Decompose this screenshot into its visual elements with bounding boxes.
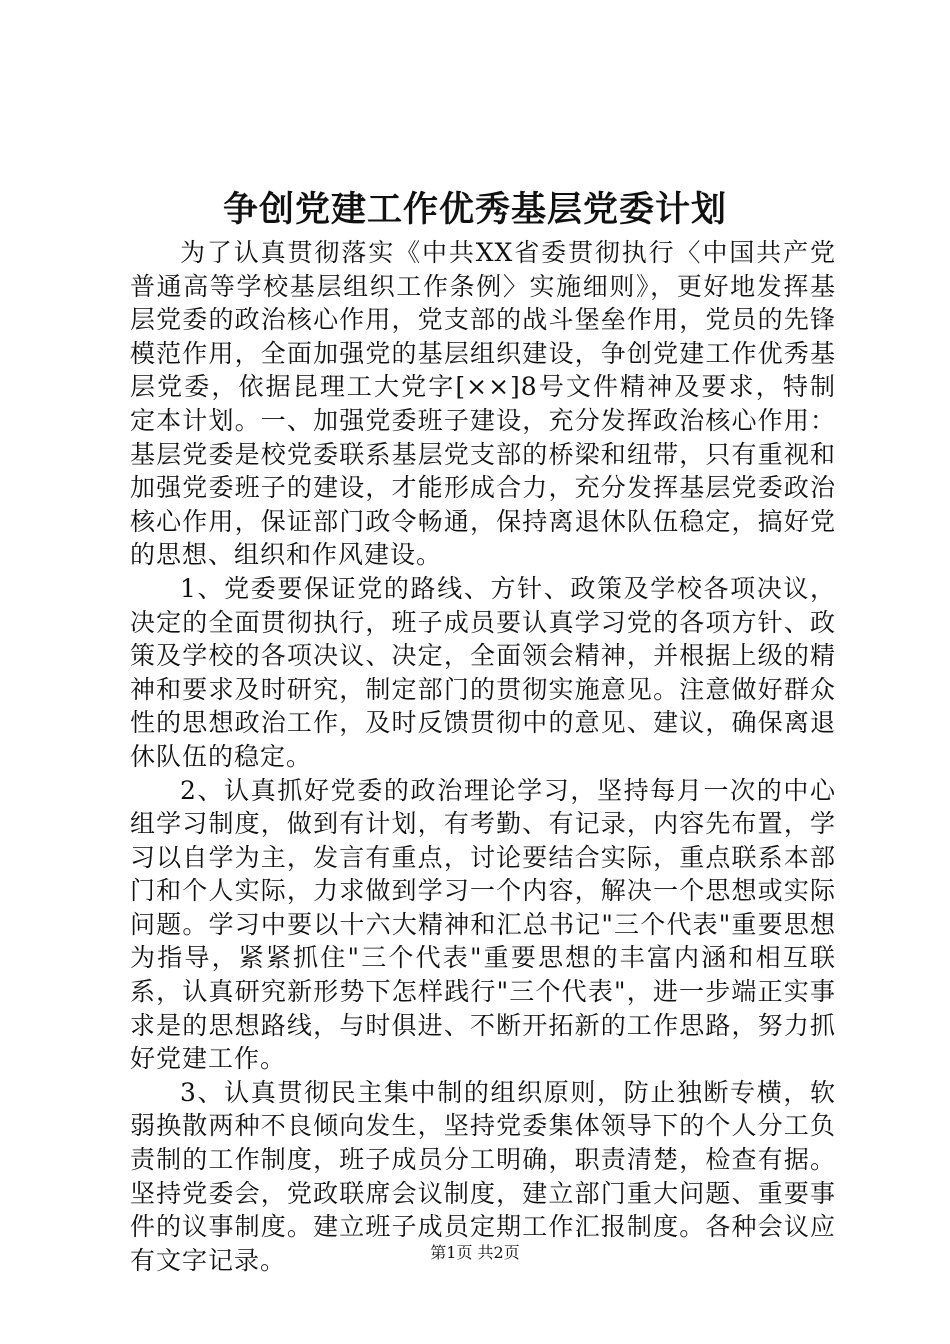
- paragraph-item-1: 1、党委要保证党的路线、方针、政策及学校各项决议，决定的全面贯彻执行，班子成员要认真学习党的各项方针、政策及学校的各项决议、决定，全面领会精神，并根据上级的精神和要求及时研究，制定部门的贯彻实施意见。注意做好群众性的思想政治工作，及时反馈贯彻中的意见、建议，确保离退休队伍的稳定。: [130, 573, 836, 771]
- paragraph-intro: 为了认真贯彻落实《中共XX省委贯彻执行〈中国共产党普通高等学校基层组织工作条例〉实施细则》，更好地发挥基层党委的政治核心作用，党支部的战斗堡垒作用，党员的先锋模范作用，全面加强党的基层组织建设，争创党建工作优秀基层党委，依据昆理工大党字[××]8号文件精神及要求，特制定本计划。一、加强党委班子建设，充分发挥政治核心作用：基层党委是校党委联系基层党支部的桥梁和纽带，只有重视和加强党委班子的建设，才能形成合力，充分发挥基层党委政治核心作用，保证部门政令畅通，保持离退休队伍稳定，搞好党的思想、组织和作风建设。: [130, 238, 836, 570]
- document-body: [130, 236, 836, 1277]
- page-number-footer: 第1页 共2页: [430, 1243, 520, 1262]
- paragraph-item-2: 2、认真抓好党委的政治理论学习，坚持每月一次的中心组学习制度，做到有计划，有考勤、有记录，内容先布置，学习以自学为主，发言有重点，讨论要结合实际，重点联系本部门和个人实际，力求做到学习一个内容，解决一个思想或实际问题。学习中要以十六大精神和汇总书记"三个代表"重要思想为指导，紧紧抓住"三个代表"重要思想的丰富内涵和相互联系，认真研究新形势下怎样践行"三个代表"，进一步端正实事求是的思想路线，与时俱进、不断开拓新的工作思路，努力抓好党建工作。: [130, 775, 836, 1074]
- document-title: 争创党建工作优秀基层党委计划: [222, 189, 727, 230]
- paragraph-item-3: 3、认真贯彻民主集中制的组织原则，防止独断专横，软弱换散两种不良倾向发生，坚持党委集体领导下的个人分工负责制的工作制度，班子成员分工明确，职责清楚，检查有据。坚持党委会，党政联席会议制度，建立部门重大问题、重要事件的议事制度。建立班子成员定期工作汇报制度。各种会议应有文字记录。: [130, 1077, 836, 1275]
